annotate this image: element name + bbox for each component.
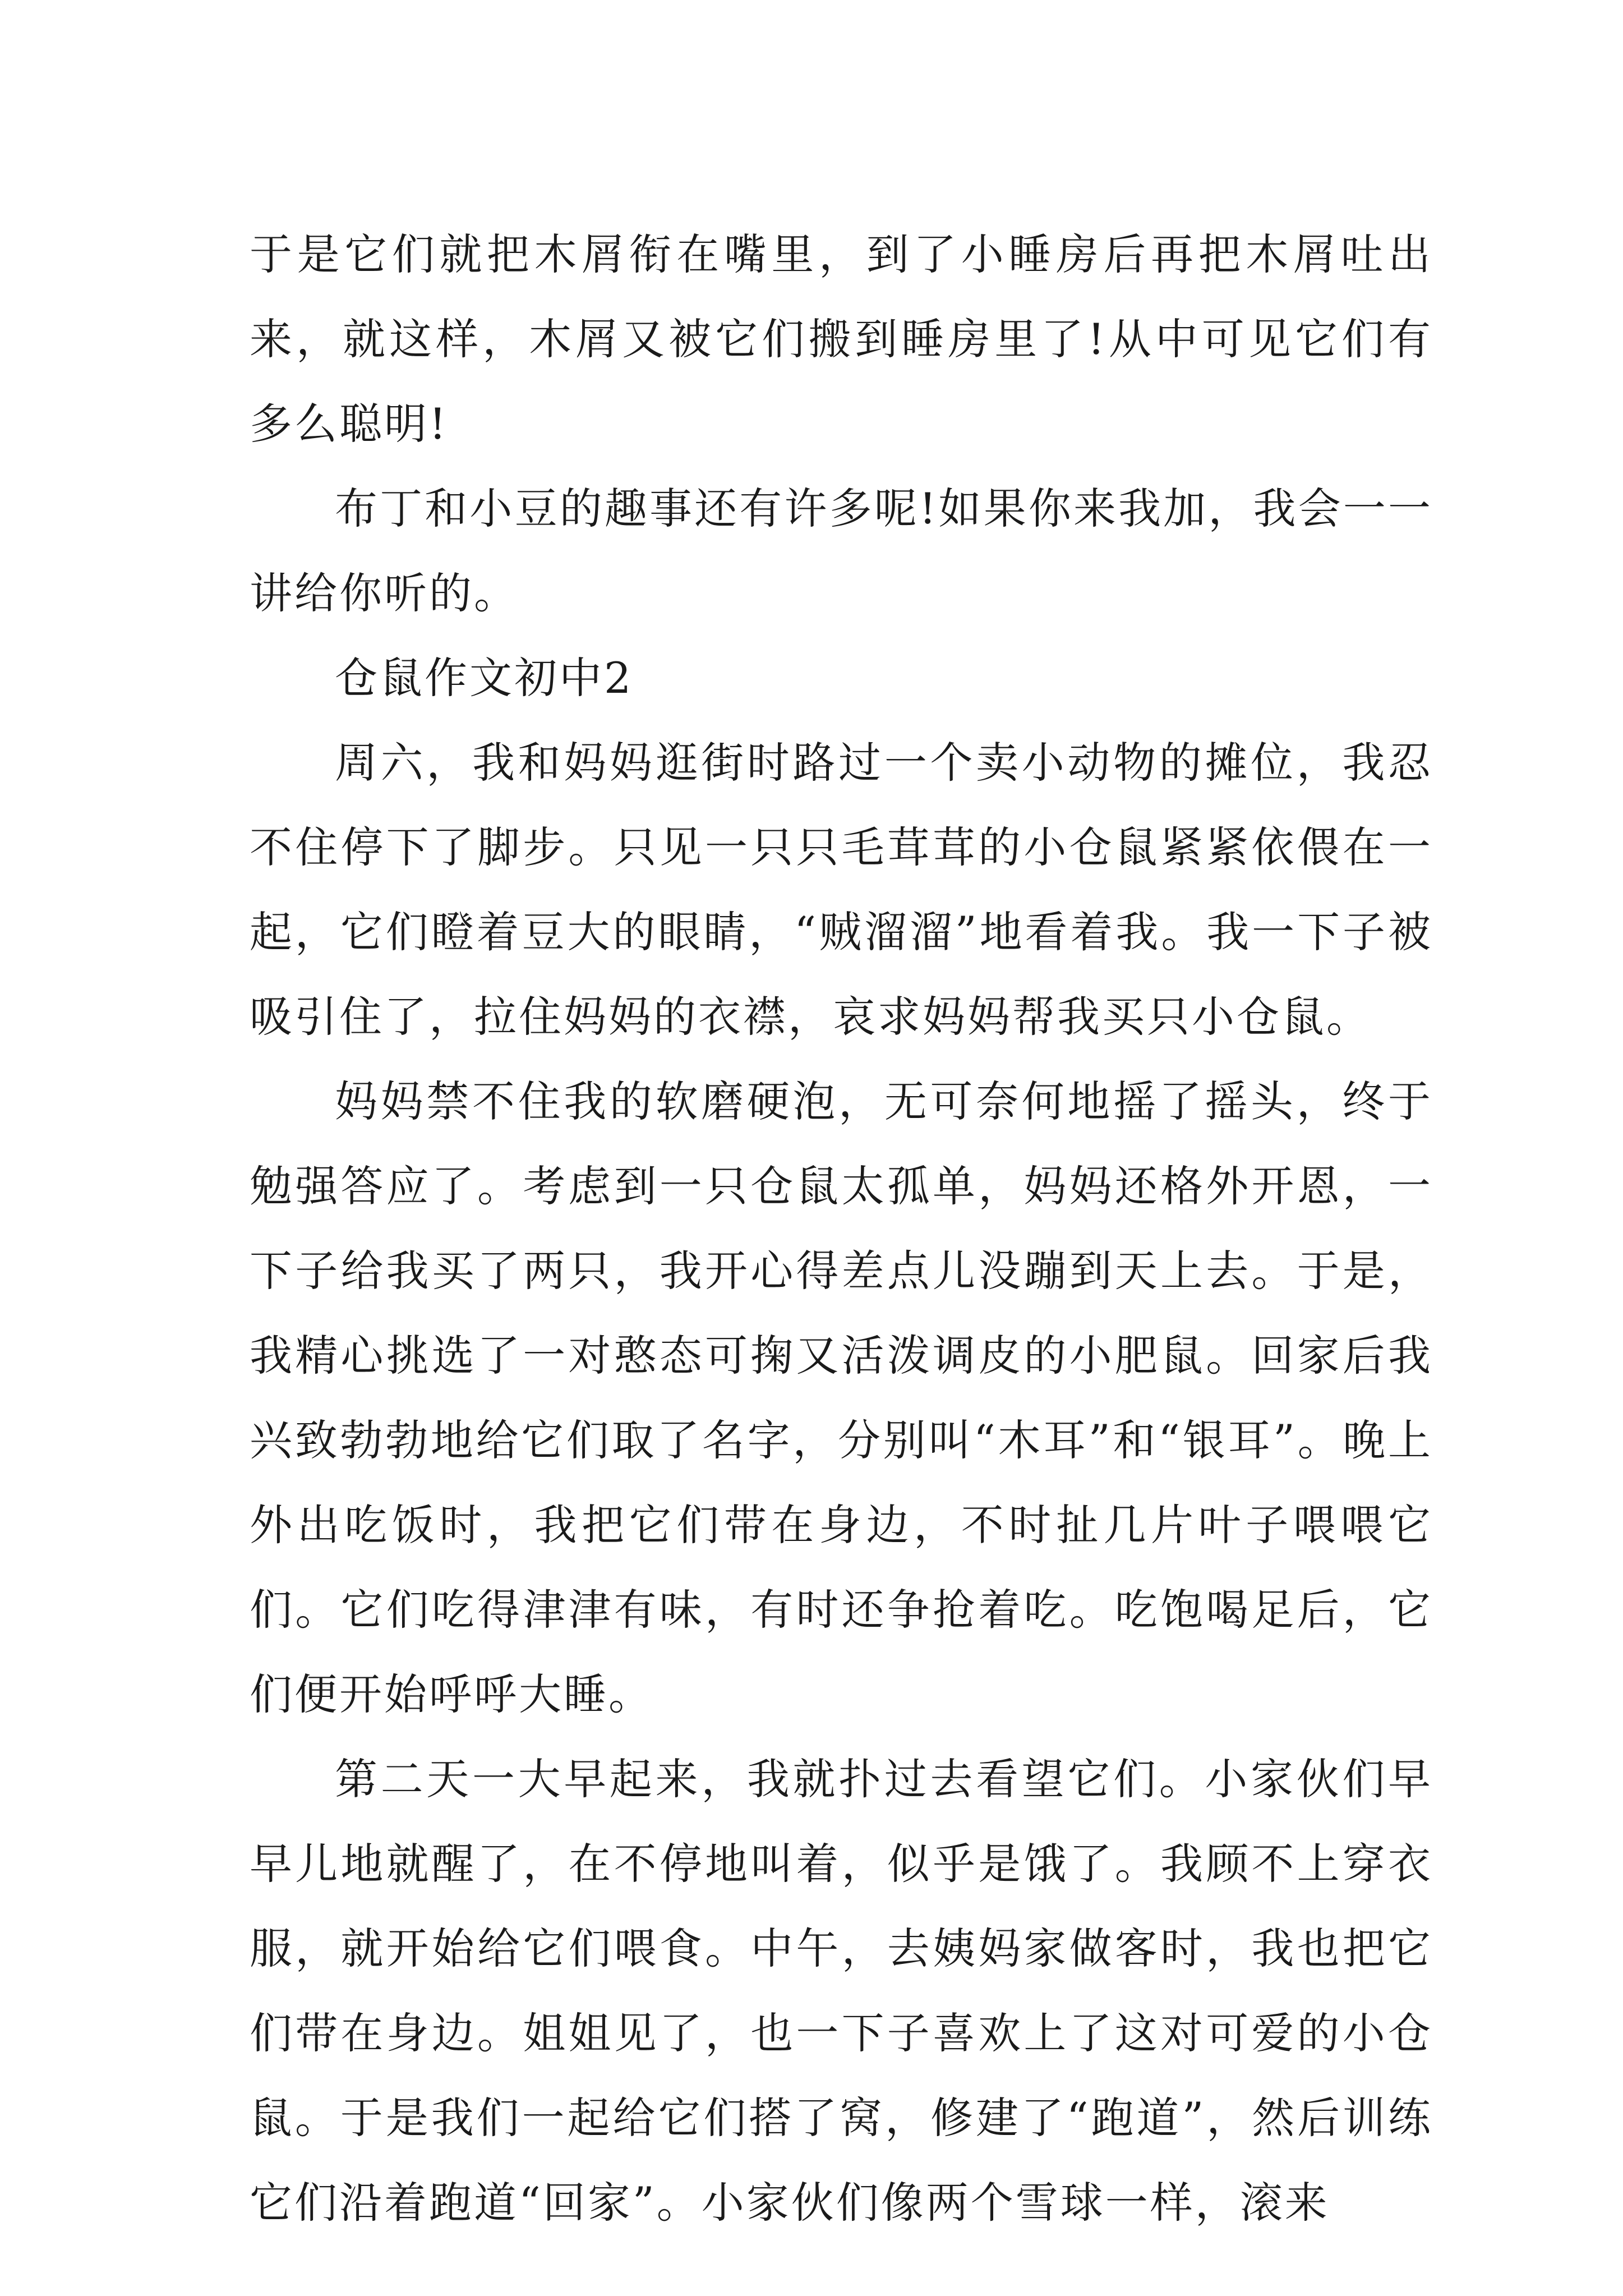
paragraph-1: 于是它们就把木屑衔在嘴里，到了小睡房后再把木屑吐出来，就这样，木屑又被它们搬到睡房里了!从中可见它们有多么聪明!: [250, 229, 1433, 449]
paragraph-3: 周六，我和妈妈逛街时路过一个卖小动物的摊位，我忍不住停下了脚步。只见一只只毛茸茸的小仓鼠紧紧依偎在一起，它们瞪着豆大的眼睛，“贼溜溜”地看着我。我一下子被吸引住了，拉住妈妈的衣襟，哀求妈妈帮我买只小仓鼠。: [250, 738, 1433, 1042]
paragraph-4: 妈妈禁不住我的软磨硬泡，无可奈何地摇了摇头，终于勉强答应了。考虑到一只仓鼠太孤单，妈妈还格外开恩，一下子给我买了两只，我开心得差点儿没蹦到天上去。于是，我精心挑选了一对憨态可掬又活泼调皮的小肥鼠。回家后我兴致勃勃地给它们取了名字，分别叫“木耳”和“银耳”。晚上外出吃饭时，我把它们带在身边，不时扯几片叶子喂喂它们。它们吃得津津有味，有时还争抢着吃。吃饱喝足后，它们便开始呼呼大睡。: [250, 1076, 1433, 1719]
section-heading: 仓鼠作文初中2: [335, 653, 634, 703]
paragraph-5: 第二天一大早起来，我就扑过去看望它们。小家伙们早早儿地就醒了，在不停地叫着，似乎是饿了。我顾不上穿衣服，就开始给它们喂食。中午，去姨妈家做客时，我也把它们带在身边。姐姐见了，也一下子喜欢上了这对可爱的小仓鼠。于是我们一起给它们搭了窝，修建了“跑道”，然后训练它们沿着跑道“回家”。小家伙们像两个雪球一样，滚来: [250, 1754, 1433, 2228]
document-body: [250, 212, 1433, 2245]
paragraph-2: 布丁和小豆的趣事还有许多呢!如果你来我加，我会一一讲给你听的。: [250, 484, 1433, 618]
